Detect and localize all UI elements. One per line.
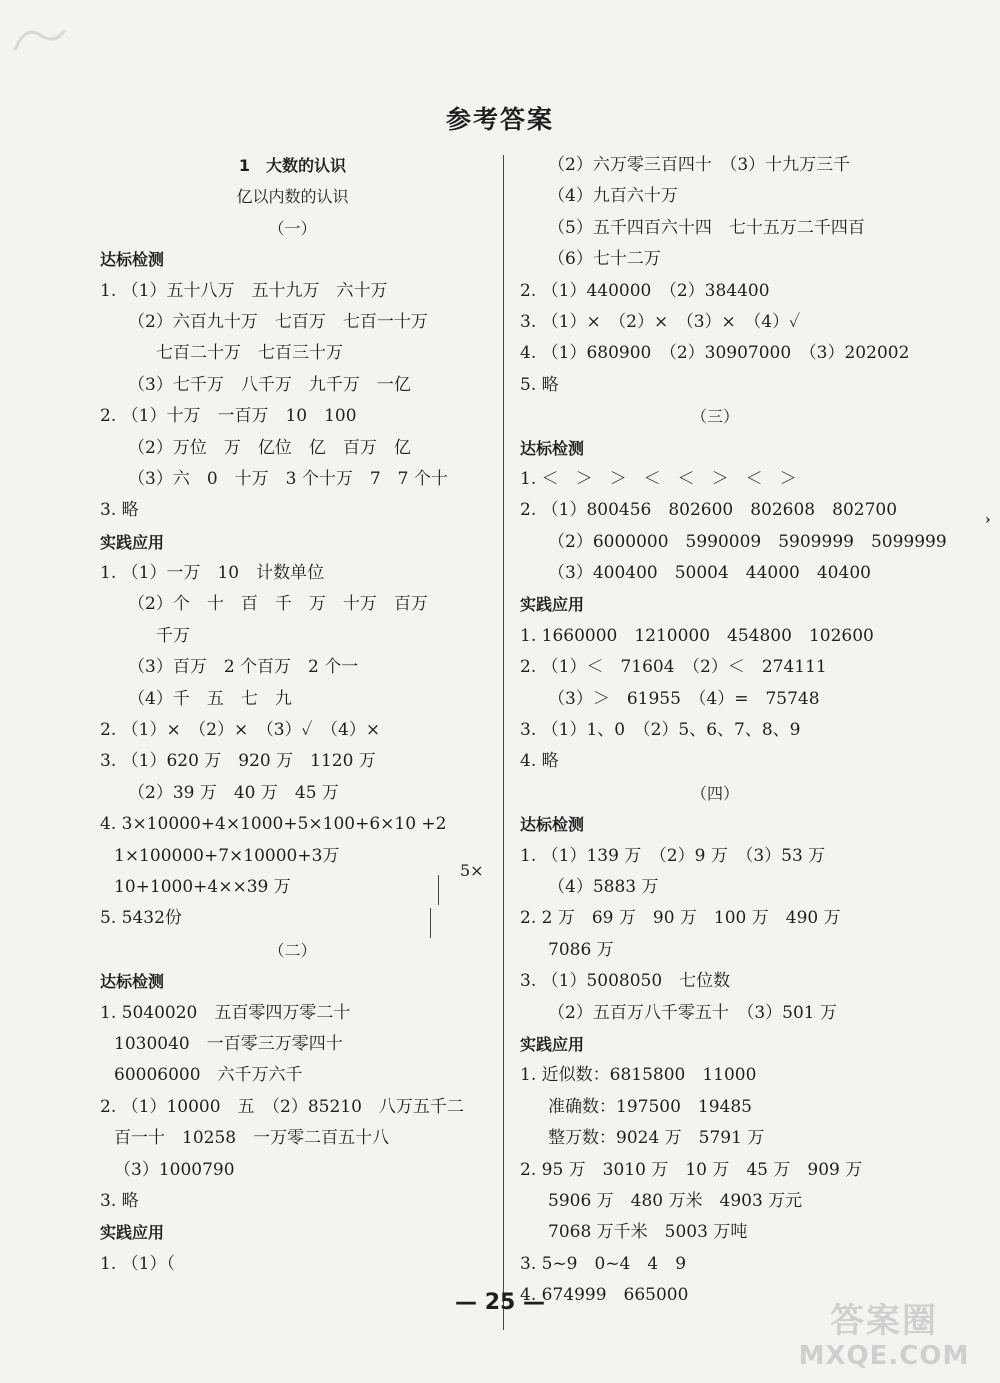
answer-line: 1×100000+7×10000+3万 [114, 845, 340, 866]
margin-bar [430, 908, 431, 938]
answer-line: （2）五百万八千零五十 （3）501 万 [548, 1002, 837, 1023]
watermark-logo [784, 1293, 984, 1375]
section-heading: 实践应用 [520, 1034, 585, 1054]
answer-line: （2）六百九十万 七百万 七百一十万 [128, 311, 428, 332]
answer-line: （4）千 五 七 九 [128, 688, 292, 709]
answer-line: 七百二十万 七百三十万 [156, 343, 343, 364]
answer-line: 5. 略 [520, 374, 559, 395]
answer-line: 10+1000+4××39 万 [114, 876, 291, 897]
column-divider [503, 155, 504, 1330]
answer-line: （3）400400 50004 44000 40400 [548, 563, 871, 584]
answer-line: （3）百万 2 个百万 2 个一 [128, 657, 359, 678]
section-heading: 达标检测 [520, 438, 585, 458]
answer-line: （3）七千万 八千万 九千万 一亿 [128, 374, 411, 395]
corner-smudge-decoration [10, 20, 70, 60]
answer-line: 4. 3×10000+4×1000+5×100+6×10 +2 [100, 814, 447, 835]
answer-line: （2）6000000 5990009 5909999 5099999 [548, 531, 947, 552]
section-heading: 实践应用 [100, 1223, 165, 1243]
answer-line: 百一十 10258 一万零二百五十八 [114, 1128, 390, 1149]
answer-line: 3. 5~9 0~4 4 9 [520, 1253, 687, 1274]
answer-line: 3. 略 [100, 1190, 139, 1211]
answer-line: 1. ＜ ＞ ＞ ＜ ＜ ＞ ＜ ＞ [520, 468, 797, 489]
answer-line: 5. 5432份 [100, 908, 182, 929]
answer-line: 1. 近似数：6815800 11000 [520, 1065, 757, 1086]
centered-heading: （三） [690, 407, 739, 427]
centered-heading: （二） [268, 940, 317, 960]
margin-bar [438, 875, 439, 905]
answer-line: 整万数：9024 万 5791 万 [548, 1128, 765, 1149]
answer-line: （2）39 万 40 万 45 万 [128, 782, 339, 803]
answer-line: （4）九百六十万 [548, 186, 678, 207]
answer-line: 2. （1）10000 五 （2）85210 八万五千二 [100, 1096, 464, 1117]
answer-line: （3）六 0 十万 3 个十万 7 7 个十 [128, 468, 448, 489]
right-column [520, 150, 947, 1311]
answer-line: 2. （1）440000 （2）384400 [520, 280, 770, 301]
answer-line: （4）5883 万 [548, 876, 659, 897]
answer-line: 4. （1）680900 （2）30907000 （3）202002 [520, 343, 910, 364]
answer-line: 1. 1660000 1210000 454800 102600 [520, 625, 874, 646]
section-heading: 达标检测 [520, 815, 585, 835]
answer-line: （6）七十二万 [548, 249, 661, 270]
left-column [100, 150, 485, 1280]
centered-heading: （四） [690, 783, 739, 803]
answer-line: （2）万位 万 亿位 亿 百万 亿 [128, 437, 411, 458]
centered-heading: （一） [268, 218, 317, 238]
answer-line: 3. 略 [100, 500, 139, 521]
answer-line: （5）五千四百六十四 七十五万二千四百 [548, 217, 865, 238]
centered-heading: 亿以内数的认识 [236, 187, 349, 207]
watermark-text: 答案圈 [830, 1301, 938, 1341]
answer-line: 60006000 六千万六千 [114, 1065, 303, 1086]
section-heading: 达标检测 [100, 250, 165, 270]
answer-line: 4. 674999 665000 [520, 1285, 689, 1306]
watermark-url: MXQE.COM [798, 1341, 970, 1371]
answer-line: 7086 万 [548, 939, 614, 960]
answer-line: 1. （1）（ [100, 1253, 175, 1274]
answer-line: 1. （1）五十八万 五十九万 六十万 [100, 280, 388, 301]
answer-line: （2）六万零三百四十 （3）十九万三千 [548, 155, 851, 175]
answer-line: （3）＞ 61955 （4）= 75748 [548, 688, 820, 709]
page-number: — 25 — [455, 1290, 545, 1315]
answer-line: 4. 略 [520, 751, 559, 772]
margin-note: 5× [460, 861, 484, 880]
answer-line: 1. 5040020 五百零四万零二十 [100, 1002, 351, 1023]
answer-line: 2. 95 万 3010 万 10 万 45 万 909 万 [520, 1159, 863, 1180]
answer-line: 3. （1）5008050 七位数 [520, 971, 731, 992]
answer-line: 1. （1）139 万 （2）9 万 （3）53 万 [520, 845, 826, 866]
answer-line: 5906 万 480 万米 4903 万元 [548, 1190, 803, 1211]
answer-line: 7068 万千米 5003 万吨 [548, 1222, 748, 1243]
answer-line: 1. （1）一万 10 计数单位 [100, 563, 325, 584]
answer-line: 3. （1）620 万 920 万 1120 万 [100, 751, 376, 772]
answer-line: 2. （1）× （2）× （3）✓ （4）× [100, 720, 381, 741]
page-title: 参考答案 [445, 105, 554, 134]
section-heading: 实践应用 [100, 532, 165, 552]
stray-mark: › [985, 512, 991, 528]
answer-line: 2. （1）800456 802600 802608 802700 [520, 500, 898, 521]
answer-line: 2. 2 万 69 万 90 万 100 万 490 万 [520, 908, 841, 929]
answer-line: 3. （1）× （2）× （3）× （4）✓ [520, 311, 801, 332]
section-heading: 达标检测 [100, 972, 165, 992]
centered-heading: 1 大数的认识 [238, 156, 347, 175]
answer-line: （2）个 十 百 千 万 十万 百万 [128, 594, 428, 615]
answer-line: 千万 [156, 625, 190, 646]
answer-line: 2. （1）＜ 71604 （2）＜ 274111 [520, 657, 827, 678]
answer-line: 3. （1）1、0 （2）5、6、7、8、9 [520, 720, 801, 741]
answer-line: 2. （1）十万 一百万 10 100 [100, 406, 357, 427]
answer-line: 1030040 一百零三万零四十 [114, 1033, 343, 1054]
answer-line: （3）1000790 [114, 1159, 235, 1180]
answer-line: 准确数：197500 19485 [548, 1096, 752, 1117]
section-heading: 实践应用 [520, 595, 585, 615]
